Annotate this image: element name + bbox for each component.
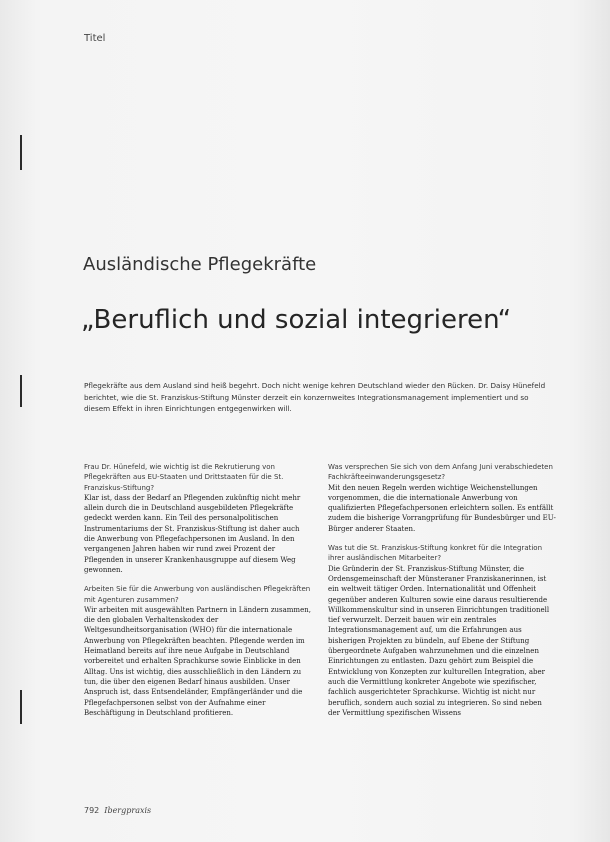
interview-answer: Wir arbeiten mit ausgewählten Partnern in Ländern zusammen, die den globalen Verhaltenskodex der Weltgesundheitsorganisation (WHO) für die internationale Anwerbung von Pflegekräften beachten. Pflegende werden im Heimatland bereits auf ihre neue Aufgabe in Deutschland vorbereitet und erhalten Sprachkurse sowie Einblicke in den Alltag. Uns ist wichtig, dies ausschließlich in den Ländern zu tun, die über den eigenen Bedarf hinaus ausbilden. Unser Anspruch ist, dass Entsendeländer, Empfängerländer und die Pflegefachpersonen selbst von der Aufnahme einer Beschäftigung in Deutschland profitieren. [84,605,311,717]
page-footer [84,806,151,815]
interview-question: Arbeiten Sie für die Anwerbung von ausländischen Pflegekräften mit Agenturen zusammen? [84,585,311,604]
interview-column-left [84,462,312,727]
page-spine-mark-middle [20,375,22,407]
interview-answer: Mit den neuen Regeln werden wichtige Weichenstellungen vorgenommen, die die internationale Anwerbung von qualifizierten Pflegefachpersonen erleichtern sollen. Es entfällt zudem die bisherige Vorrangprüfung für Bundesbürger und EU-Bürger anderer Staaten. [328,483,556,533]
magazine-name: Ibergpraxis [104,806,152,815]
page-spine-mark-top [20,135,22,170]
section-label: Titel [84,33,106,44]
page-spine-mark-bottom [20,690,22,724]
interview-answer: Klar ist, dass der Bedarf an Pflegenden zukünftig nicht mehr allein durch die in Deutschland ausgebildeten Pflegekräfte gedeckt werden kann. Ein Teil des personalpolitischen Instrumentariums der St. Franziskus-Stiftung ist daher auch die Anwerbung von Pflegefachpersonen im Ausland. In den vergangenen Jahren haben wir rund zwei Prozent der Pflegenden in unserer Krankenhausgruppe auf diesem Weg gewonnen. [84,493,301,574]
interview-question: Was tut die St. Franziskus-Stiftung konkret für die Integration ihrer ausländischen Mitarbeiter? [328,544,543,563]
interview-column-right [328,462,556,727]
article-kicker: Ausländische Pflegekräfte [83,254,317,275]
article-lead: Pflegekräfte aus dem Ausland sind heiß begehrt. Doch nicht wenige kehren Deutschland wieder den Rücken. Dr. Daisy Hünefeld berichtet, wie die St. Franziskus-Stiftung Münster derzeit ein konzernweites Integrationsmanagement implementiert und so diesem Effekt in ihren Einrichtungen entgegenwirken will. [84,381,546,413]
article-headline: „Beruflich und sozial integrieren“ [81,305,512,336]
interview-question: Was versprechen Sie sich von dem Anfang Juni verabschiedeten Fachkräfteeinwanderungsgesetz? [328,463,553,482]
interview-question: Frau Dr. Hünefeld, wie wichtig ist die Rekrutierung von Pflegekräften aus EU-Staaten und Drittstaaten für die St. Franziskus-Stiftung? [84,463,284,492]
page-number: 792 [84,806,100,815]
interview-answer: Die Gründerin der St. Franziskus-Stiftung Münster, die Ordensgemeinschaft der Münsteraner Franziskanerinnen, ist ein weltweit tätiger Orden. Internationalität und Offenheit gegenüber anderen Kulturen sowie eine daraus resultierende Willkommenskultur sind in unseren Einrichtungen traditionell tief verwurzelt. Derzeit bauen wir ein zentrales Integrationsmanagement auf, um die Erfahrungen aus bisherigen Projekten zu bündeln, auf Ebene der Stiftung übergeordnete Aufgaben wahrzunehmen und die einzelnen Einrichtungen zu entlasten. Dazu gehört zum Beispiel die Entwicklung von Konzepten zur kulturellen Integration, aber auch die Vermittlung konkreter Angebote wie spezifischer, fachlich ausgerichteter Sprachkurse. Wichtig ist nicht nur beruflich, sondern auch sozial zu integrieren. So sind neben der Vermittlung spezifischen Wissens [328,564,550,717]
